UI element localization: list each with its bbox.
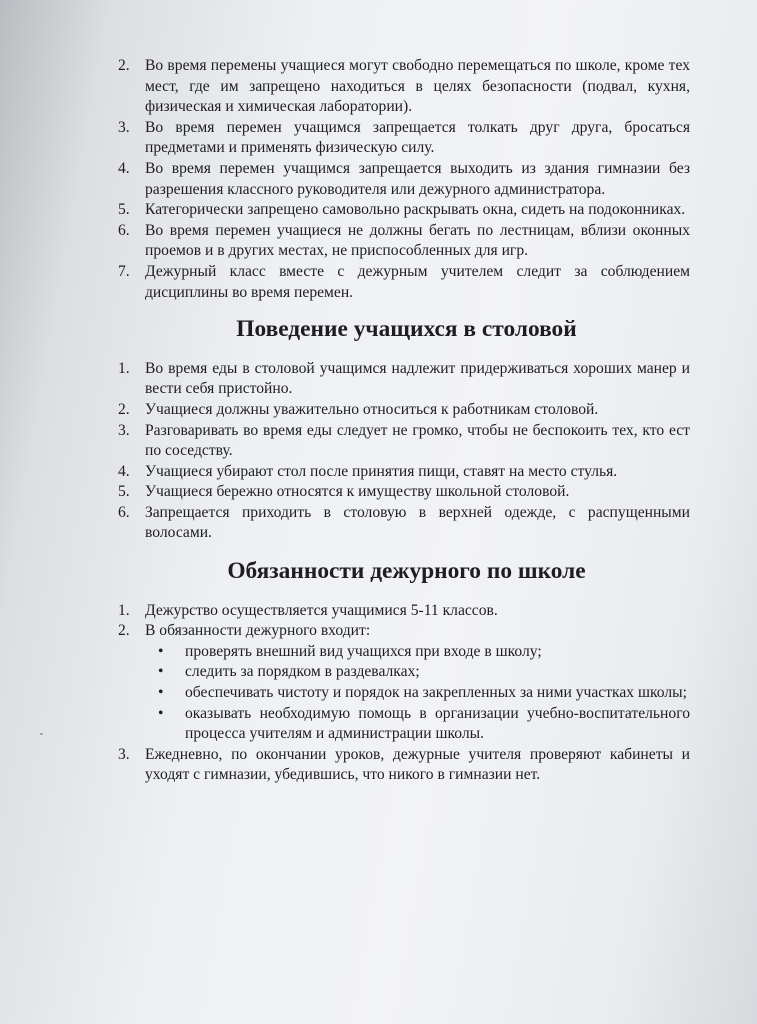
item-text: Разговаривать во время еды следует не громко, чтобы не беспокоить тех, кто ест по соседству. bbox=[145, 421, 690, 460]
list-item bbox=[118, 56, 690, 118]
list-item bbox=[118, 745, 690, 786]
item-text: Во время перемен учащимся запрещается выходить из здания гимназии без разрешения классного руководителя или дежурного администратора. bbox=[145, 159, 690, 198]
list-item bbox=[118, 503, 690, 544]
list-item bbox=[118, 601, 690, 622]
item-text: Во время перемен учащиеся не должны бегать по лестницам, вблизи оконных проемов и в других местах, не приспособленных для игр. bbox=[145, 221, 690, 260]
item-text: Учащиеся должны уважительно относиться к работникам столовой. bbox=[145, 400, 599, 418]
item-text: Во время перемен учащимся запрещается толкать друг друга, бросаться предметами и применять физическую силу. bbox=[145, 118, 690, 157]
list-item bbox=[118, 262, 690, 303]
list-item bbox=[118, 118, 690, 159]
canteen-rules-list bbox=[118, 359, 690, 544]
bullet-item bbox=[145, 662, 690, 683]
list-item bbox=[118, 421, 690, 462]
list-item bbox=[118, 621, 690, 745]
item-number: 1. bbox=[118, 601, 130, 619]
item-text: Во время перемены учащиеся могут свободно перемещаться по школе, кроме тех мест, где им запрещено находиться в целях безопасности (подвал, кухня, физическая и химическая лаборатории). bbox=[145, 57, 690, 116]
item-number: 5. bbox=[118, 483, 130, 501]
item-number: 4. bbox=[118, 159, 130, 177]
item-text: Дежурство осуществляется учащимися 5-11 классов. bbox=[145, 601, 498, 619]
item-number: 4. bbox=[118, 462, 130, 480]
list-item bbox=[118, 482, 690, 503]
item-text: Учащиеся убирают стол после принятия пищи, ставят на место стулья. bbox=[145, 462, 618, 480]
item-text: Категорически запрещено самовольно раскрывать окна, сидеть на подоконниках. bbox=[145, 201, 686, 219]
item-number: 2. bbox=[118, 57, 130, 74]
duty-tasks-bullet-list bbox=[145, 642, 690, 745]
item-number: 7. bbox=[118, 262, 130, 280]
bullet-text: оказывать необходимую помощь в организации учебно-воспитательного процесса учителям и администрации школы. bbox=[185, 704, 690, 743]
section-heading-canteen: Поведение учащихся в столовой bbox=[236, 316, 577, 343]
list-item bbox=[118, 221, 690, 262]
bullet-item bbox=[145, 683, 690, 704]
bullet-dot-icon: • bbox=[158, 684, 164, 702]
document-content bbox=[118, 56, 690, 786]
list-item bbox=[118, 159, 690, 200]
item-number: 5. bbox=[118, 201, 130, 219]
item-text: В обязанности дежурного входит: bbox=[145, 622, 371, 640]
item-text: Запрещается приходить в столовую в верхней одежде, с распущенными волосами. bbox=[145, 503, 690, 542]
item-text: Учащиеся бережно относятся к имуществу школьной столовой. bbox=[145, 483, 570, 501]
item-number: 3. bbox=[118, 118, 130, 136]
bullet-item bbox=[145, 642, 690, 663]
item-number: 6. bbox=[118, 503, 130, 521]
bullet-text: обеспечивать чистоту и порядок на закрепленных за ними участках школы; bbox=[185, 684, 687, 702]
list-item bbox=[118, 359, 690, 400]
list-item bbox=[118, 400, 690, 421]
item-number: 3. bbox=[118, 421, 130, 439]
bullet-item bbox=[145, 704, 690, 745]
bullet-dot-icon: • bbox=[158, 704, 164, 722]
item-number: 2. bbox=[118, 400, 130, 418]
item-number: 1. bbox=[118, 359, 130, 377]
list-item bbox=[118, 200, 690, 221]
bullet-dot-icon: • bbox=[158, 642, 164, 660]
item-text: Ежедневно, по окончании уроков, дежурные учителя проверяют кабинеты и уходят с гимназии, убедившись, что никого в гимназии нет. bbox=[145, 745, 690, 784]
list-item bbox=[118, 462, 690, 483]
item-number: 6. bbox=[118, 221, 130, 239]
item-text: Во время еды в столовой учащимся надлежит придерживаться хороших манер и вести себя пристойно. bbox=[145, 359, 690, 398]
bullet-dot-icon: • bbox=[158, 663, 164, 681]
item-text: Дежурный класс вместе с дежурным учителем следит за соблюдением дисциплины во время перемен. bbox=[145, 262, 690, 301]
paper-speck bbox=[40, 733, 43, 735]
duty-rules-list bbox=[118, 601, 690, 786]
item-number: 3. bbox=[118, 745, 130, 763]
section-heading-duty: Обязанности дежурного по школе bbox=[227, 558, 586, 585]
item-number: 2. bbox=[118, 622, 130, 640]
bullet-text: проверять внешний вид учащихся при входе в школу; bbox=[185, 642, 542, 660]
rules-during-breaks-list bbox=[118, 56, 690, 303]
bullet-text: следить за порядком в раздевалках; bbox=[185, 663, 420, 681]
